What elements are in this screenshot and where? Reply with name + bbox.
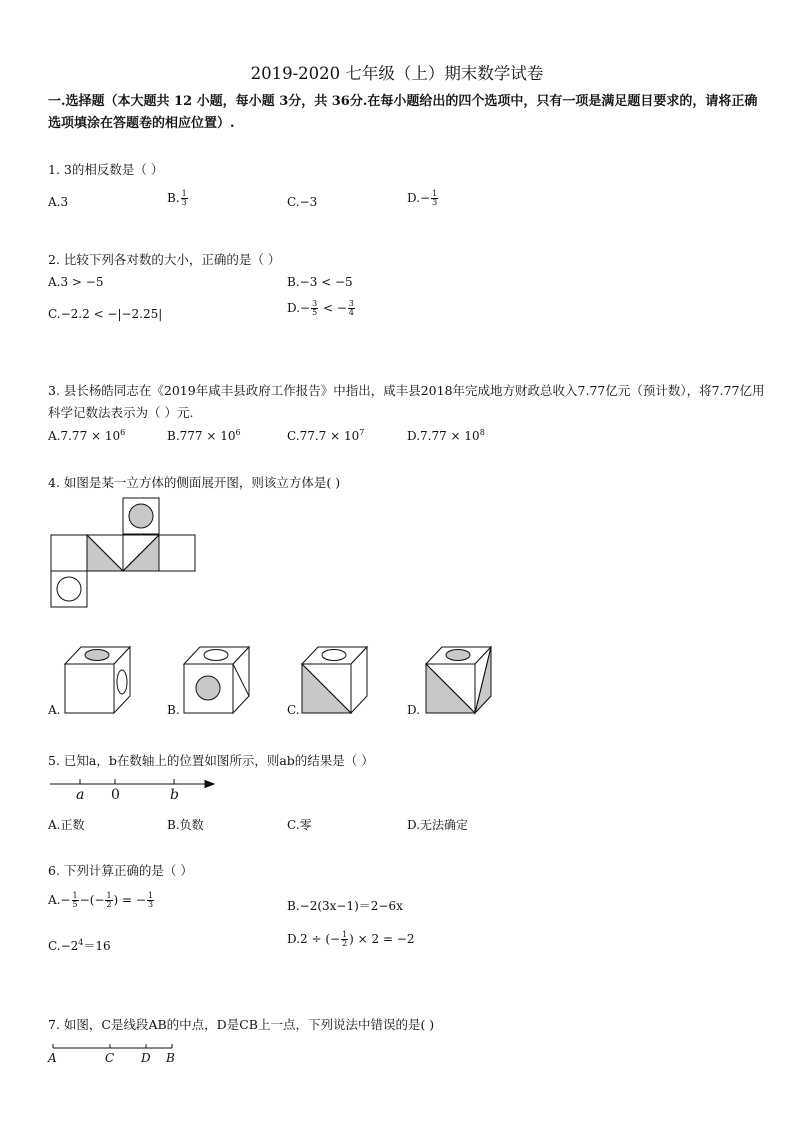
q4-option-d: D. xyxy=(407,703,421,717)
q3-option-b: $B.777 \times 10^6$ xyxy=(167,428,241,443)
page-title: 2019-2020 七年级（上）期末数学试卷 xyxy=(250,64,544,83)
question-5: 5. 已知a，b在数轴上的位置如图所示，则ab的结果是（ ） xyxy=(48,753,374,768)
q6-option-b: B.−2(3x−1)＝2−6x xyxy=(287,899,403,913)
question-7: 7. 如图，C是线段AB的中点，D是CB上一点，下列说法中错误的是( ) xyxy=(48,1017,435,1032)
segment-label-a: A xyxy=(48,1051,57,1065)
numberline-label-a: a xyxy=(76,787,85,803)
q1-option-a: A.3 xyxy=(48,195,69,209)
q2-option-a: A.3 > −5 xyxy=(48,275,104,289)
question-1: 1. 3的相反数是（ ） xyxy=(48,162,164,177)
segment-label-c: C xyxy=(105,1051,115,1065)
question-2: 2. 比较下列各对数的大小，正确的是（ ） xyxy=(48,252,281,267)
numberline-label-0: 0 xyxy=(111,787,120,803)
question-4: 4. 如图是某一立方体的侧面展开图，则该立方体是( ) xyxy=(48,475,341,490)
q3-option-d: $D.7.77 \times 10^8$ xyxy=(407,428,485,443)
segment-label-b: B xyxy=(166,1051,175,1065)
question-6: 6. 下列计算正确的是（ ） xyxy=(48,863,193,878)
q5-option-d: D.无法确定 xyxy=(407,818,469,832)
question-3: 3. 县长杨皓同志在《2019年咸丰县政府工作报告》中指出，咸丰县2018年完成地方财政总收入7.77亿元（预计数），将7.77亿用科学记数法表示为（ ）元. xyxy=(48,383,765,420)
q3-option-c: $C.77.7 \times 10^7$ xyxy=(287,428,365,443)
q1-option-d: D.− $\frac{1}{3}$ xyxy=(407,189,438,207)
q5-option-b: B.负数 xyxy=(167,818,204,832)
q3-option-a: $A.7.77 \times 10^6$ xyxy=(48,428,126,443)
section-heading: 一.选择题（本大题共 12 小题，每小题 3分，共 36分.在每小题给出的四个选项中，只有一项是满足题目要求的，请将正确选项填涂在答题卷的相应位置）. xyxy=(48,94,758,131)
q6-option-a: A.− $\frac{1}{5}$ −(− $\frac{1}{2}$ ) = − $\frac{1}{3}$ xyxy=(48,891,154,909)
numberline-label-b: b xyxy=(170,787,179,803)
q5-option-c: C.零 xyxy=(287,818,312,832)
q5-option-a: A.正数 xyxy=(48,818,85,832)
q6-option-d: D.2 ÷ (− $\frac{1}{2}$ ) × 2 = −2 xyxy=(287,930,415,948)
q1-option-b: B. $\frac{1}{3}$ xyxy=(167,189,187,207)
q4-option-b: B. xyxy=(167,703,180,717)
segment-label-d: D xyxy=(141,1051,151,1065)
q4-option-c: C. xyxy=(287,703,300,717)
q4-option-a: A. xyxy=(48,703,61,717)
q6-option-c: $C.-2^4=16$ xyxy=(48,938,111,953)
q2-option-c: C.−2.2 < −|−2.25| xyxy=(48,307,163,321)
q2-option-d: D.− $\frac{3}{5}$ < − $\frac{3}{4}$ xyxy=(287,299,354,317)
q2-option-b: B.−3 < −5 xyxy=(287,275,353,289)
q1-option-c: C.−3 xyxy=(287,195,318,209)
